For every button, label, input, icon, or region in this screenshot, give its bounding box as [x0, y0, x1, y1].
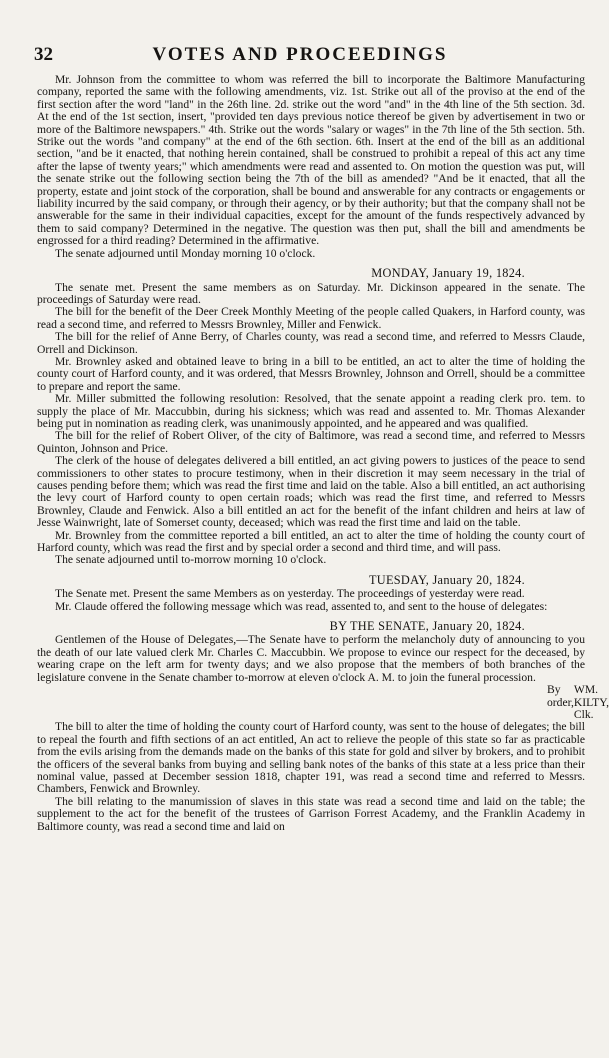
- page-bottom-edge: [0, 1044, 600, 1058]
- signature-block: [37, 683, 609, 721]
- paragraph-message-body: Gentlemen of the House of Delegates,—The Senate have to perform the melancholy duty of announcing to you the death of our late valued clerk Mr. Charles C. Maccubbin. We propose to evince our respect for the deceased, by wearing crape on the left arm for twenty days; and we also propose that the members of both branches of the legislature convene in the Senate chamber to-morrow at eleven o'clock A. M. to join the funeral procession.: [37, 633, 585, 684]
- paragraph-adjourned-saturday: The senate adjourned until Monday morning 10 o'clock.: [55, 246, 316, 260]
- paragraph-delegates-bills: The clerk of the house of delegates delivered a bill entitled, an act giving powers to justices of the peace to send commissioners to other states to procure testimony, when in their discretion it may seem necessary in the trial of causes pending before them; which was read the first time and laid on the table. Also a bill entitled, an act authorising the levy court of Harford county to open certain roads; which was read the first time, and referred to Messrs Brownley, Claude and Fenwick. Also a bill entitled an act for the benefit of the infant children and heirs at law of Jesse Wainwright, late of Somerset county, deceased; which was read the first time and laid on the table.: [37, 454, 585, 530]
- paragraph-miller-resolution: Mr. Miller submitted the following resolution: Resolved, that the senate appoint a reading clerk pro. tem. to supply the place of Mr. Maccubbin, during his sickness; which was read and assented to. Mr. Thomas Alexander being put in nomination as reading clerk, was unanimously appointed, and he appeared and was qualified.: [37, 392, 585, 430]
- paragraph-harford-bill-sent: The bill to alter the time of holding the county court of Harford county, was sent to the house of delegates; the bill to repeal the fourth and fifth sections of an act entitled, An act to relieve the people of this state so far as practicable from the evils arising from the demands made on the banks of this state for gold and silver by brokers, and to prohibit the officers of the several banks from buying and selling bank notes of the banks of this state at a less price than their nominal value, passed at December session 1818, chapter 191, was read a second time and referred to Messrs. Chambers, Fenwick and Brownley.: [37, 720, 585, 796]
- paragraph-committee-report: Mr. Johnson from the committee to whom was referred the bill to incorporate the Baltimore Manufacturing company, reported the same with the following amendments, viz. 1st. Strike out all of the proviso at the end of the first section after the word "land" in the 26th line. 2d. strike out the word "and" in the 4th line of the 5th section. 3d. At the end of the 1st section, insert, "provided ten days previous notice thereof be given by advertisement in two or more of the Baltimore newspapers." 4th. Strike out the words "salary or wages" in the 7th line of the 5th section. 5th. Strike out the words "and company" at the end of the 6th section. 6th. Insert at the end of the bill as an additional section, "and be it enacted, that nothing herein contained, shall be construed to prohibit a repeal of this act any time after the lapse of twenty years;" which amendments were read and assented to. On motion the question was put, will the senate strike out the following section being the 7th of the bill as amended? "And be it enacted, that all the property, estate and joint stock of the corporation, shall be bound and answerable for any contracts or engagements or liability incurred by the said company, or through their agency, or by their authority; but that the company shall not be answerable for the same in their individual capacities, except for the amount of the funds respectively advanced by them to said company? Determined in the negative. The question was then put, shall the bill and amendments be engrossed for a third reading? Determined in the affirmative.: [37, 73, 585, 248]
- paragraph-adjourned-monday: The senate adjourned until to-morrow morning 10 o'clock.: [55, 553, 327, 567]
- body-text: [37, 73, 609, 833]
- signature-by-order: By order,: [547, 683, 574, 709]
- page-title: VOTES AND PROCEEDINGS: [152, 44, 448, 65]
- date-heading-tuesday: TUESDAY, January 20, 1824.: [368, 572, 525, 587]
- paragraph-claude-message: Mr. Claude offered the following message which was read, assented to, and sent to the house of delegates:: [55, 599, 548, 613]
- paragraph-anne-berry-bill: The bill for the relief of Anne Berry, of Charles county, was read a second time, and referred to Messrs Claude, Orrell and Dickinson.: [37, 330, 585, 356]
- paragraph-brownley-leave: Mr. Brownley asked and obtained leave to bring in a bill to be entitled, an act to alter the time of holding the county court of Harford county, and it was ordered, that Messrs Brownley, Johnson and Orrell, should be a committee to prepare and report the same.: [37, 354, 585, 393]
- page-header: [0, 0, 600, 72]
- message-heading: BY THE SENATE, January 20, 1824.: [329, 619, 525, 634]
- paragraph-deer-creek-bill: The bill for the benefit of the Deer Creek Monthly Meeting of the people called Quakers, in Harford county, was read a second time, and referred to Messrs Brownley, Miller and Fenwick.: [37, 305, 585, 331]
- signature-name: WM. KILTY, Clk.: [573, 683, 609, 721]
- paragraph-senate-met-tuesday: The Senate met. Present the same Members as on yesterday. The proceedings of yesterday were read.: [55, 587, 525, 601]
- date-heading-monday: MONDAY, January 19, 1824.: [371, 266, 525, 281]
- paragraph-senate-met-monday: The senate met. Present the same members as on Saturday. Mr. Dickinson appeared in the senate. The proceedings of Saturday were read.: [37, 280, 585, 306]
- page-number: 32: [34, 44, 53, 65]
- paragraph-harford-court-bill: Mr. Brownley from the committee reported a bill entitled, an act to alter the time of holding the county court of Harford county, which was read the first and by special order a second and third time, and will pass.: [37, 528, 585, 555]
- paragraph-robert-oliver-bill: The bill for the relief of Robert Oliver, of the city of Baltimore, was read a second time, and referred to Messrs Quinton, Johnson and Price.: [37, 429, 585, 455]
- paragraph-manumission-bill: The bill relating to the manumission of slaves in this state was read a second time and laid on the table; the supplement to the act for the benefit of the trustees of Garrison Forrest Academy, and the Franklin Academy in Baltimore county, was read a second time and laid on: [37, 794, 585, 833]
